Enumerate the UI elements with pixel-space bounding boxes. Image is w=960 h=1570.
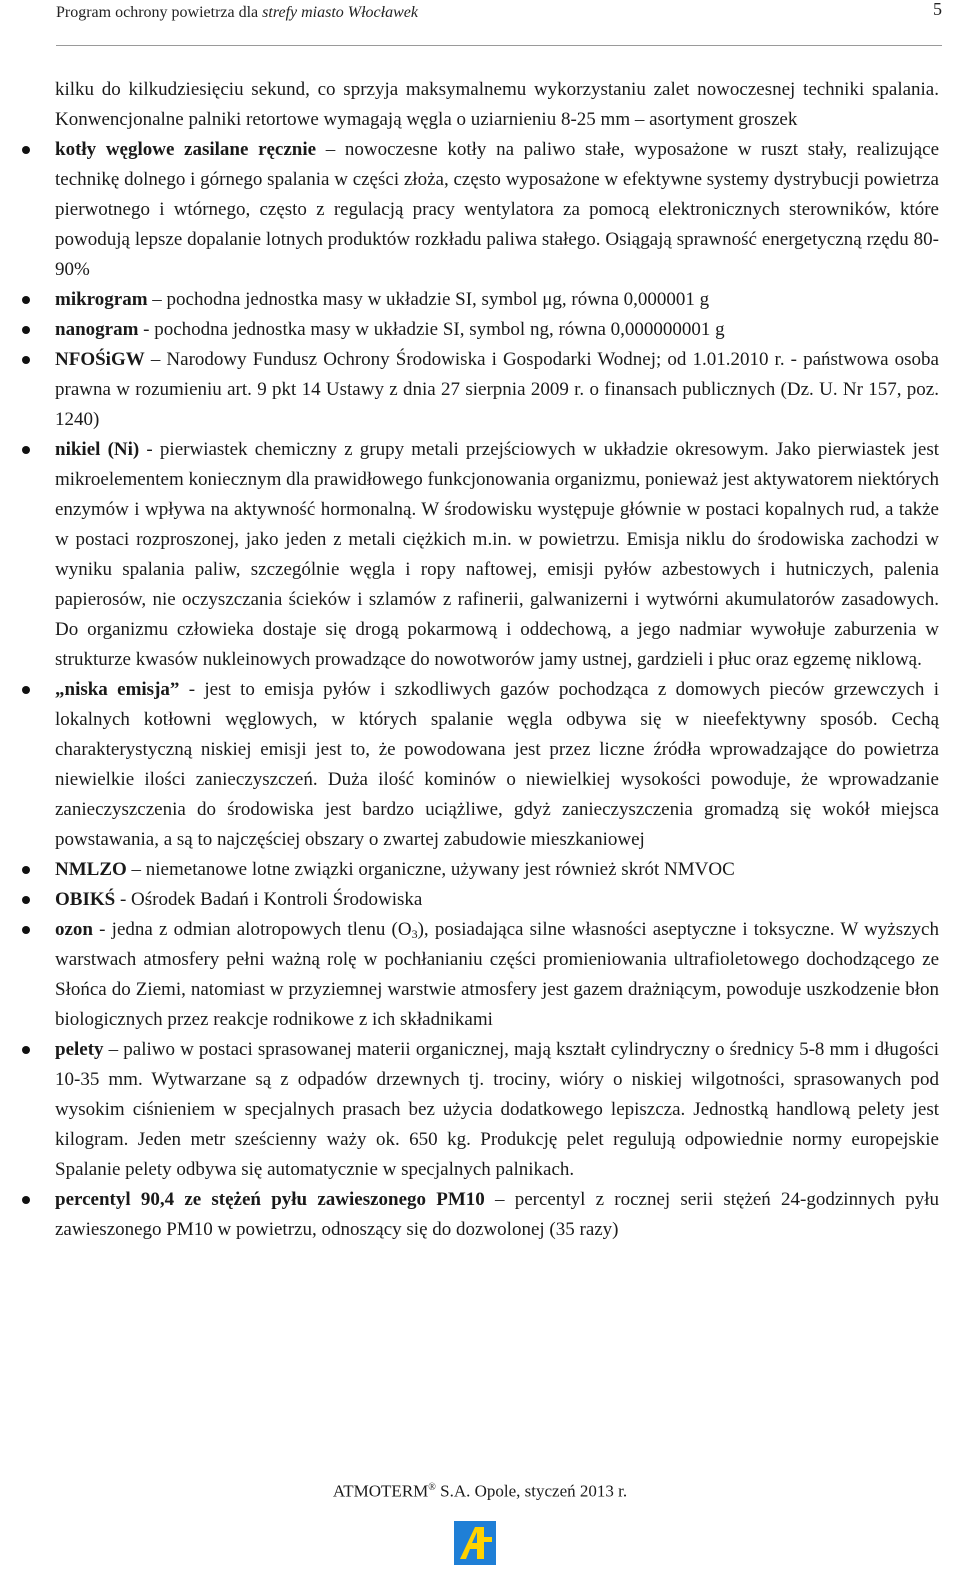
glossary-item (55, 915, 939, 1035)
header-divider (56, 45, 942, 46)
atmoterm-logo-icon (454, 1521, 496, 1565)
glossary-definition: - pierwiastek chemiczny z grupy metali przejściowych w układzie okresowym. Jako pierwiastek jest mikroelementem koniecznym dla prawidłowego funkcjonowania organizmu, ponieważ jest aktywatorem niektórych enzymów i wpływa na aktywność hormonalną. W środowisku występuje głównie w postaci kopalnych rud, a także w postaci rozproszonej, jako jeden z metali ciężkich m.in. w powietrzu. Emisja niklu do środowiska zachodzi w wyniku spalania paliw, szczególnie węgla i ropy naftowej, emisji pyłów azbestowych i hutniczych, palenia papierosów, nie oczyszczania ścieków i szlamów z rafinerii, galwanizerni i wytwórni akumulatorów zasadowych. Do organizmu człowieka dostaje się drogą pokarmową i oddechową, a jego nadmiar wywołuje zaburzenia w strukturze kwasów nukleinowych prowadzące do nowotworów jamy ustnej, gardzieli i płuc oraz egzemę niklową. (55, 439, 939, 670)
glossary-item (55, 315, 939, 345)
glossary-list (55, 135, 939, 1245)
glossary-definition: - pochodna jednostka masy w układzie SI, symbol ng, równa 0,000000001 g (138, 319, 725, 340)
footer-text: S.A. Opole, styczeń 2013 r. (435, 1481, 628, 1501)
page-header (56, 0, 942, 30)
glossary-item (55, 135, 939, 285)
footer-company: ATMOTERM (332, 1481, 429, 1501)
glossary-term: NMLZO (55, 859, 127, 880)
glossary-term: kotły węglowe zasilane ręcznie (55, 139, 317, 160)
document-title (56, 0, 418, 26)
glossary-definition: – Narodowy Fundusz Ochrony Środowiska i Gospodarki Wodnej; od 1.01.2010 r. - państwowa osoba prawna w rozumieniu art. 9 pkt 14 Ustawy z dnia 27 sierpnia 2009 r. o finansach publicznych (Dz. U. Nr 157, poz. 1240) (55, 349, 939, 430)
glossary-definition: – niemetanowe lotne związki organiczne, używany jest również skrót NMVOC (126, 859, 735, 880)
glossary-definition: – nowoczesne kotły na paliwo stałe, wyposażone w ruszt stały, realizujące technikę dolnego i górnego spalania w części złoża, często wyposażone w efektywne systemy dystrybucji powietrza pierwotnego i wtórnego, często z regulacją pracy wentylatora za pomocą elektronicznych sterowników, które powodują lepsze dopalanie lotnych produktów rozkładu paliwa stałego. Osiągają sprawność energetyczną rzędu 80-90% (55, 139, 940, 280)
glossary-definition-end: ), posiadająca silne własności aseptyczne i toksyczne. W wyższych warstwach atmosfery pełni ważną rolę w pochłanianiu części promieniowania ultrafioletowego dochodzącego ze Słońca do Ziemi, natomiast w przyziemnej warstwie atmosfery jest gazem drażniącym, powoduje uszkodzenie błon biologicznych przez reakcje rodnikowe z ich składnikami (55, 919, 939, 1030)
glossary-item (55, 285, 939, 315)
glossary-item (55, 1035, 939, 1185)
glossary-item (55, 885, 939, 915)
glossary-term: nanogram (55, 319, 139, 340)
glossary-item (55, 345, 939, 435)
glossary-definition: – paliwo w postaci sprasowanej materii organicznej, mają kształt cylindryczny o średnicy 5-8 mm i długości 10-35 mm. Wytwarzane są z odpadów drzewnych tj. trociny, wióry o niskiej wilgotności, sprasowanych pod wysokim ciśnieniem w specjalnych prasach bez użycia dodatkowego lepiszcza. Jednostką handlową pelety jest kilogram. Jeden metr sześcienny waży ok. 650 kg. Produkcję pelet regulują odpowiednie normy europejskie Spalanie pelety odbywa się automatycznie w specjalnych palnikach. (55, 1039, 939, 1180)
glossary-definition: – percentyl z rocznej serii stężeń 24-godzinnych pyłu zawieszonego PM10 w powietrzu, odnoszący się do dozwolonej (35 razy) (55, 1189, 939, 1240)
glossary-term: OBIKŚ (55, 889, 116, 910)
glossary-definition-start: - jedna z odmian alotropowych tlenu (O (93, 919, 412, 940)
page-footer (0, 1476, 960, 1504)
continuation-paragraph: kilku do kilkudziesięciu sekund, co sprzyja maksymalnemu wykorzystaniu zalet nowoczesnej techniki spalania. Konwencjonalne palniki retortowe wymagają węgla o uziarnieniu 8-25 mm – asortyment groszek (55, 79, 939, 130)
document-title-prefix: Program ochrony powietrza dla (56, 4, 259, 21)
logo-crossbar (478, 1537, 492, 1542)
glossary-item (55, 855, 939, 885)
page-number: 5 (933, 0, 942, 19)
glossary-item (55, 1185, 939, 1245)
subscript: 3 (411, 927, 418, 941)
glossary-term: mikrogram (55, 289, 148, 310)
glossary-item (55, 435, 939, 675)
glossary-term: NFOŚiGW (55, 349, 145, 370)
glossary-definition: - jest to emisja pyłów i szkodliwych gazów pochodząca z domowych pieców grzewczych i lokalnych kotłowni węglowych, w których spalanie węgla odbywa się w nieefektywny sposób. Cechą charakterystyczną niskiej emisji jest to, że powodowana jest przez liczne źródła wprowadzające do powietrza niewielkie ilości zanieczyszczeń. Duża ilość kominów o niewielkiej wysokości powoduje, że wprowadzanie zanieczyszczenia do środowiska jest bardzo uciążliwe, gdyż zanieczyszczenia gromadzą się wokół miejsca powstawania, a są to najczęściej obszary o zwartej zabudowie mieszkaniowej (55, 679, 939, 850)
document-body (55, 75, 939, 1245)
glossary-term: percentyl 90,4 ze stężeń pyłu zawieszonego PM10 (55, 1189, 485, 1210)
glossary-term: pelety (55, 1039, 104, 1060)
registered-mark: ® (428, 1482, 436, 1493)
glossary-item (55, 675, 939, 855)
document-title-italic: strefy miasto Włocławek (262, 4, 418, 21)
glossary-term: ozon (55, 919, 93, 940)
glossary-definition: - Ośrodek Badań i Kontroli Środowiska (115, 889, 423, 910)
glossary-term: „niska emisja” (55, 679, 180, 700)
glossary-term: nikiel (Ni) (55, 439, 140, 460)
glossary-definition: – pochodna jednostka masy w układzie SI, symbol μg, równa 0,000001 g (147, 289, 710, 310)
